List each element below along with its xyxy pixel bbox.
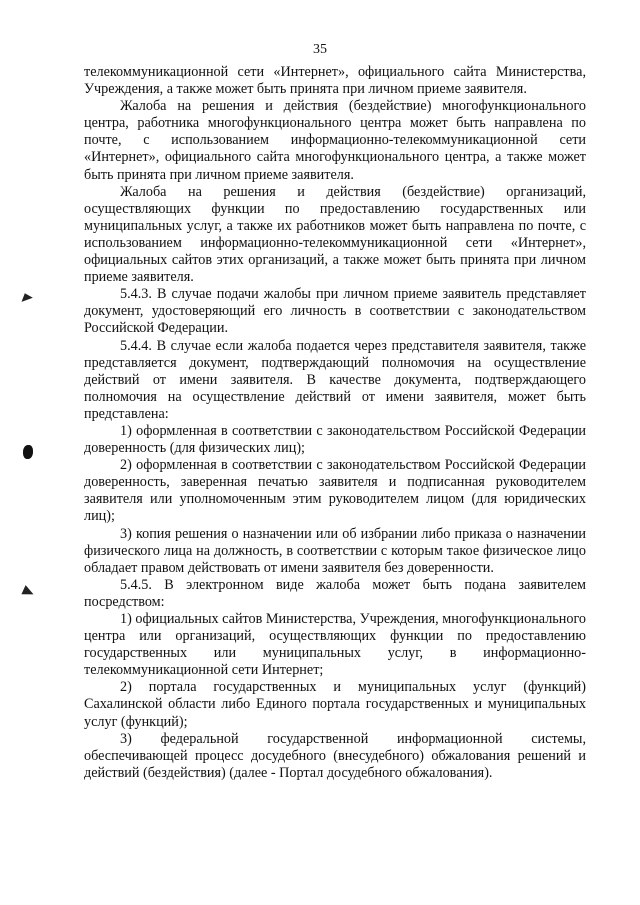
margin-mark-arrow (19, 291, 33, 302)
paragraph-mfc-complaint: Жалоба на решения и действия (бездействие) многофункционального центра, работника многофункционального центра может быть направлена по почте, с использованием информационно-телекоммуникационной сети «Интернет», официального сайта многофункционального центра, а также может быть принята при личном приеме заявителя. (84, 98, 586, 183)
paragraph-continuation: телекоммуникационной сети «Интернет», официального сайта Министерства, Учреждения, а также может быть принята при личном приеме заявителя. (84, 64, 586, 98)
list-item-power-of-attorney-legal-entities: 2) оформленная в соответствии с законодательством Российской Федерации доверенность, заверенная печатью заявителя и подписанная руководителем заявителя или уполномоченным этим руководителем лицом (для юридических лиц); (84, 457, 586, 525)
margin-mark-arrow (21, 585, 35, 599)
list-item-federal-system: 3) федеральной государственной информационной системы, обеспечивающей процесс досудебного (внесудебного) обжалования решений и действий (бездействия) (далее - Портал досудебного обжалования). (84, 730, 586, 781)
paragraph-organizations-complaint: Жалоба на решения и действия (бездействие) организаций, осуществляющих функции по предоставлению государственных или муниципальных услуг, а также их работников может быть направлена по почте, с использованием информационно-телекоммуникационной сети «Интернет», официальных сайтов этих организаций, а также может быть принята при личном приеме заявителя. (84, 183, 586, 286)
list-item-regional-portal: 2) портала государственных и муниципальных услуг (функций) Сахалинской области либо Единого портала государственных и муниципальных услуг (функций); (84, 679, 586, 730)
paragraph-5-4-5: 5.4.5. В электронном виде жалоба может быть подана заявителем посредством: (84, 576, 586, 610)
list-item-power-of-attorney-individuals: 1) оформленная в соответствии с законодательством Российской Федерации доверенность (для физических лиц); (84, 422, 586, 457)
paragraph-5-4-3: 5.4.3. В случае подачи жалобы при личном приеме заявитель представляет документ, удостоверяющий его личность в соответствии с законодательством Российской Федерации. (84, 286, 586, 337)
document-body (84, 64, 586, 782)
paragraph-5-4-4: 5.4.4. В случае если жалоба подается через представителя заявителя, также представляется документ, подтверждающий полномочия на осуществление действий от имени заявителя. В качестве документа, подтверждающего полномочия на осуществление действий от имени заявителя, может быть представлена: (84, 337, 586, 422)
list-item-official-sites: 1) официальных сайтов Министерства, Учреждения, многофункционального центра или организаций, осуществляющих функции по предоставлению государственных или муниципальных услуг, в информационно-телекоммуникационной сети Интернет; (84, 611, 586, 679)
margin-mark-blot (23, 445, 33, 459)
list-item-appointment-decision: 3) копия решения о назначении или об избрании либо приказа о назначении физического лица на должность, в соответствии с которым такое физическое лицо обладает правом действовать от имени заявителя без доверенности. (84, 525, 586, 576)
page-number: 35 (313, 42, 327, 57)
